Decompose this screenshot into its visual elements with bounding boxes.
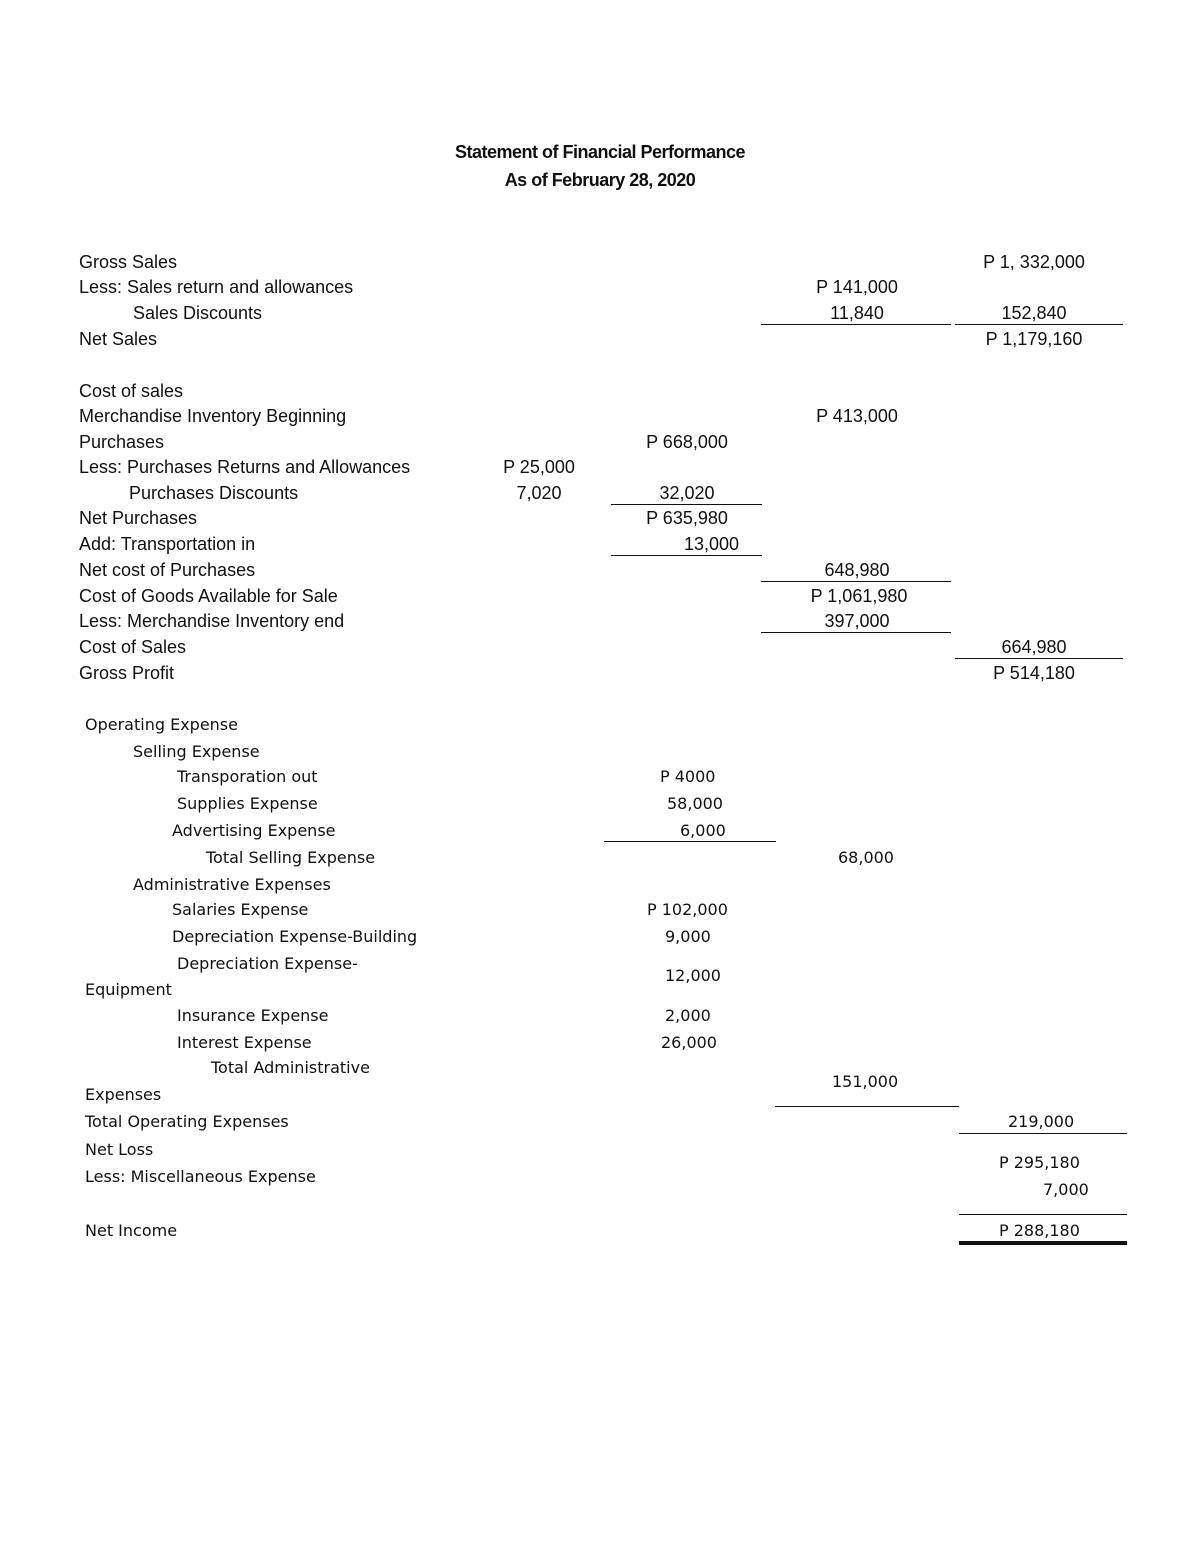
inventory-end-amount: 397,000 [824, 611, 890, 631]
net-cost-label: Net cost of Purchases [79, 560, 256, 580]
underline [955, 324, 1123, 325]
sales-returns-label: Less: Sales return and allowances [79, 277, 354, 297]
total-selling-amount: 68,000 [838, 848, 894, 867]
underline [959, 1133, 1127, 1134]
inventory-beginning-amount: P 413,000 [816, 406, 898, 426]
purchases-label: Purchases [79, 432, 165, 452]
double-underline [959, 1241, 1127, 1245]
purchase-discounts-amount: 7,020 [516, 483, 562, 503]
net-sales-amount: P 1,179,160 [985, 329, 1083, 349]
underline [604, 841, 776, 842]
insurance-expense-label: Insurance Expense [177, 1006, 329, 1025]
total-opex-label: Total Operating Expenses [85, 1112, 289, 1131]
total-admin-amount: 151,000 [832, 1072, 899, 1091]
underline [761, 581, 951, 582]
net-income-label: Net Income [85, 1221, 178, 1240]
gross-profit-amount: P 514,180 [993, 663, 1075, 683]
statement-date: As of February 28, 2020 [504, 170, 696, 190]
net-sales-label: Net Sales [79, 329, 158, 349]
purchase-returns-amount: P 25,000 [503, 457, 575, 477]
net-purchases-amount: P 635,980 [646, 508, 728, 528]
selling-expense-heading: Selling Expense [133, 742, 260, 761]
gross-sales-amount: P 1, 332,000 [983, 252, 1085, 272]
total-selling-label: Total Selling Expense [206, 848, 376, 867]
underline [955, 658, 1123, 659]
transport-in-amount: 13,000 [684, 534, 740, 554]
sales-discounts-amount: 11,840 [830, 303, 884, 323]
purchase-deductions-total: 32,020 [659, 483, 715, 503]
total-admin-label-cont: Expenses [85, 1085, 162, 1104]
gross-profit-label: Gross Profit [79, 663, 175, 683]
transport-in-label: Add: Transportation in [79, 534, 256, 554]
underline [761, 632, 951, 633]
salaries-expense-label: Salaries Expense [172, 900, 309, 919]
inventory-end-label: Less: Merchandise Inventory end [79, 611, 345, 631]
inventory-beginning-label: Merchandise Inventory Beginning [79, 406, 347, 426]
transport-out-label: Transporation out [177, 767, 318, 786]
supplies-expense-label: Supplies Expense [177, 794, 318, 813]
total-opex-amount: 219,000 [1008, 1112, 1075, 1131]
sales-returns-amount: P 141,000 [816, 277, 898, 297]
admin-expenses-heading: Administrative Expenses [133, 875, 331, 894]
underline [611, 555, 762, 556]
net-loss-label: Net Loss [85, 1140, 154, 1159]
total-admin-label: Total Administrative [211, 1058, 370, 1077]
salaries-expense-amount: P 102,000 [647, 900, 728, 919]
interest-expense-label: Interest Expense [177, 1033, 312, 1052]
purchases-amount: P 668,000 [646, 432, 728, 452]
supplies-expense-amount: 58,000 [667, 794, 723, 813]
misc-expense-amount: 7,000 [1043, 1180, 1089, 1199]
cost-of-sales-amount: 664,980 [1001, 637, 1067, 657]
transport-out-amount: P 4000 [660, 767, 716, 786]
insurance-expense-amount: 2,000 [665, 1006, 711, 1025]
cogas-label: Cost of Goods Available for Sale [79, 586, 338, 606]
depreciation-equipment-label: Depreciation Expense- [177, 954, 358, 973]
sales-discounts-label: Sales Discounts [133, 303, 263, 323]
gross-sales-label: Gross Sales [79, 252, 178, 272]
underline [959, 1214, 1127, 1215]
depreciation-equipment-label-cont: Equipment [85, 980, 172, 999]
purchase-discounts-label: Purchases Discounts [129, 483, 299, 503]
underline [611, 504, 762, 505]
cogas-amount: P 1,061,980 [810, 586, 908, 606]
sales-deductions-total: 152,840 [1001, 303, 1067, 323]
underline [775, 1106, 959, 1107]
interest-expense-amount: 26,000 [661, 1033, 717, 1052]
net-loss-amount: P 295,180 [999, 1153, 1080, 1172]
depreciation-equipment-amount: 12,000 [665, 966, 721, 985]
misc-expense-label: Less: Miscellaneous Expense [85, 1167, 316, 1186]
operating-expense-heading: Operating Expense [85, 715, 238, 734]
purchase-returns-label: Less: Purchases Returns and Allowances [79, 457, 411, 477]
underline [761, 324, 951, 325]
advertising-expense-amount: 6,000 [680, 821, 726, 840]
statement-title: Statement of Financial Performance [454, 142, 746, 162]
advertising-expense-label: Advertising Expense [172, 821, 336, 840]
depreciation-building-amount: 9,000 [665, 927, 711, 946]
net-cost-amount: 648,980 [824, 560, 890, 580]
net-income-amount: P 288,180 [999, 1221, 1080, 1240]
cost-of-sales-heading: Cost of sales [79, 381, 184, 401]
depreciation-building-label: Depreciation Expense-Building [172, 927, 418, 946]
net-purchases-label: Net Purchases [79, 508, 198, 528]
cost-of-sales-label: Cost of Sales [79, 637, 187, 657]
